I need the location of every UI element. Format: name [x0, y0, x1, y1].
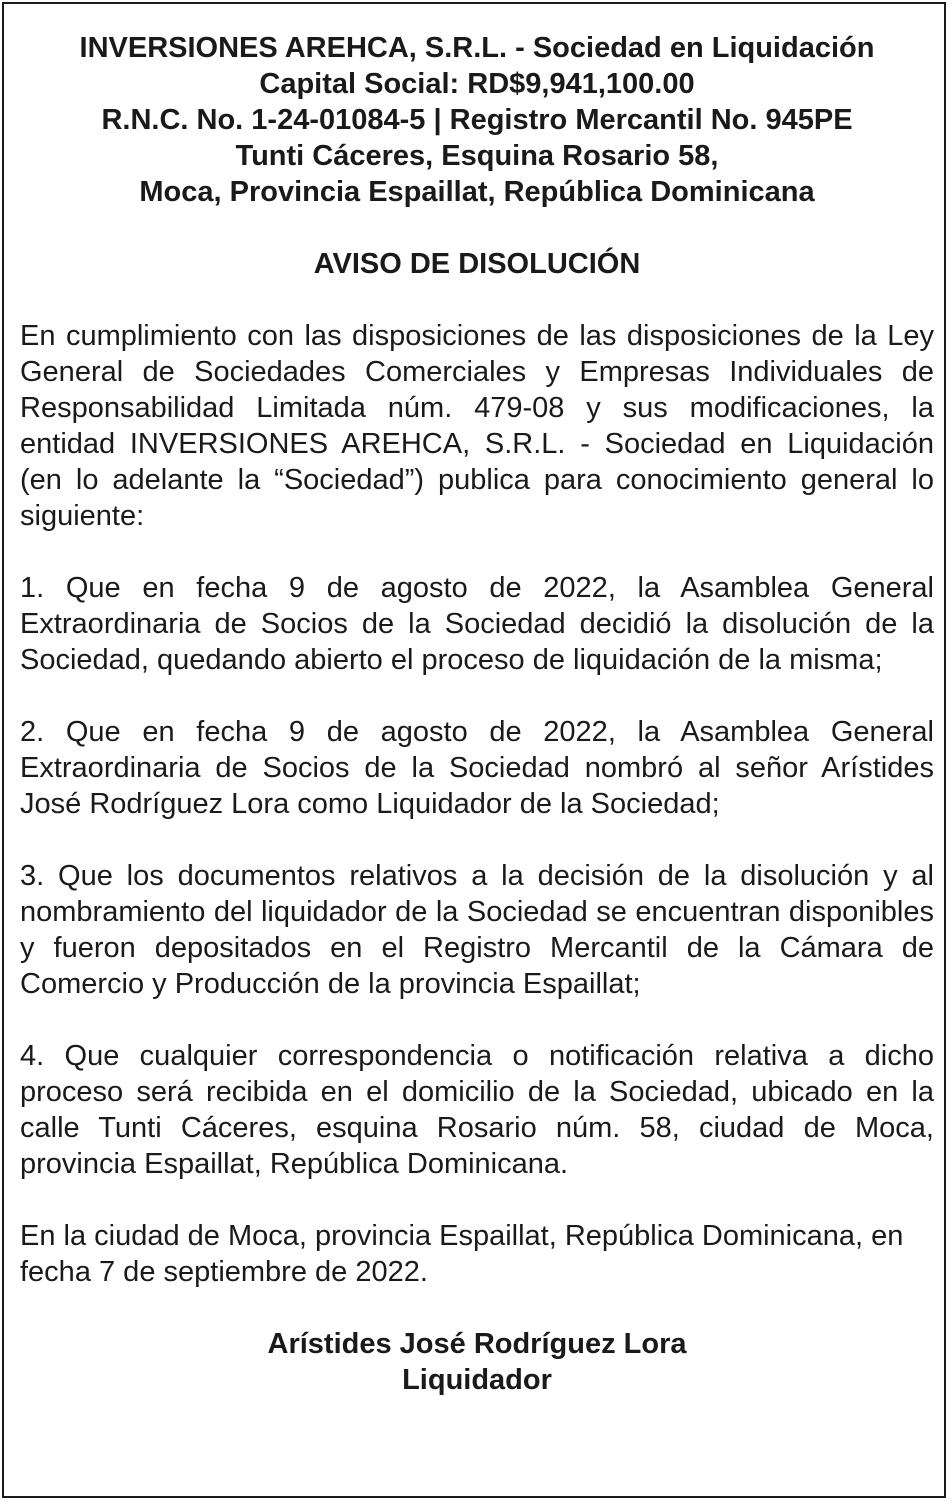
intro-paragraph: En cumplimiento con las disposiciones de las disposiciones de la Ley General de Sociedades Comerciales y Empresas Individuales de Responsabilidad Limitada núm. 479-08 y sus modificaciones, la entidad INVERSIONES AREHCA, S.R.L. - Sociedad en Liquidación (en lo adelante la “Sociedad”) publica para conocimiento general lo siguiente:: [20, 320, 934, 532]
signatory-role: Liquidador: [402, 1364, 552, 1396]
item-4: 4. Que cualquier correspondencia o notificación relativa a dicho proceso será recibida en el domicilio de la Sociedad, ubicado en la calle Tunti Cáceres, esquina Rosario núm. 58, ciudad de Moca, provincia Espaillat, República Dominicana.: [20, 1040, 934, 1180]
capital-social: Capital Social: RD$9,941,100.00: [259, 68, 695, 100]
dissolution-notice: [20, 30, 934, 1398]
registration-numbers: R.N.C. No. 1-24-01084-5 | Registro Mercantil No. 945PE: [101, 104, 853, 136]
address-city: Moca, Provincia Espaillat, República Dominicana: [139, 176, 815, 208]
item-1: 1. Que en fecha 9 de agosto de 2022, la Asamblea General Extraordinaria de Socios de la Sociedad decidió la disolución de la Sociedad, quedando abierto el proceso de liquidación de la misma;: [20, 572, 934, 676]
item-3: 3. Que los documentos relativos a la decisión de la disolución y al nombramiento del liquidador de la Sociedad se encuentran disponibles y fueron depositados en el Registro Mercantil de la Cámara de Comercio y Producción de la provincia Espaillat;: [20, 860, 934, 1000]
closing-paragraph: En la ciudad de Moca, provincia Espaillat, República Dominicana, en fecha 7 de septiembre de 2022.: [20, 1220, 904, 1288]
signature-block: [20, 1326, 934, 1398]
company-header: [20, 30, 934, 210]
company-name: INVERSIONES AREHCA, S.R.L. - Sociedad en Liquidación: [79, 32, 875, 64]
address-street: Tunti Cáceres, Esquina Rosario 58,: [235, 140, 719, 172]
signatory-name: Arístides José Rodríguez Lora: [267, 1328, 687, 1360]
item-2: 2. Que en fecha 9 de agosto de 2022, la Asamblea General Extraordinaria de Socios de la Sociedad nombró al señor Arístides José Rodríguez Lora como Liquidador de la Sociedad;: [20, 716, 934, 820]
notice-title: AVISO DE DISOLUCIÓN: [313, 248, 641, 280]
